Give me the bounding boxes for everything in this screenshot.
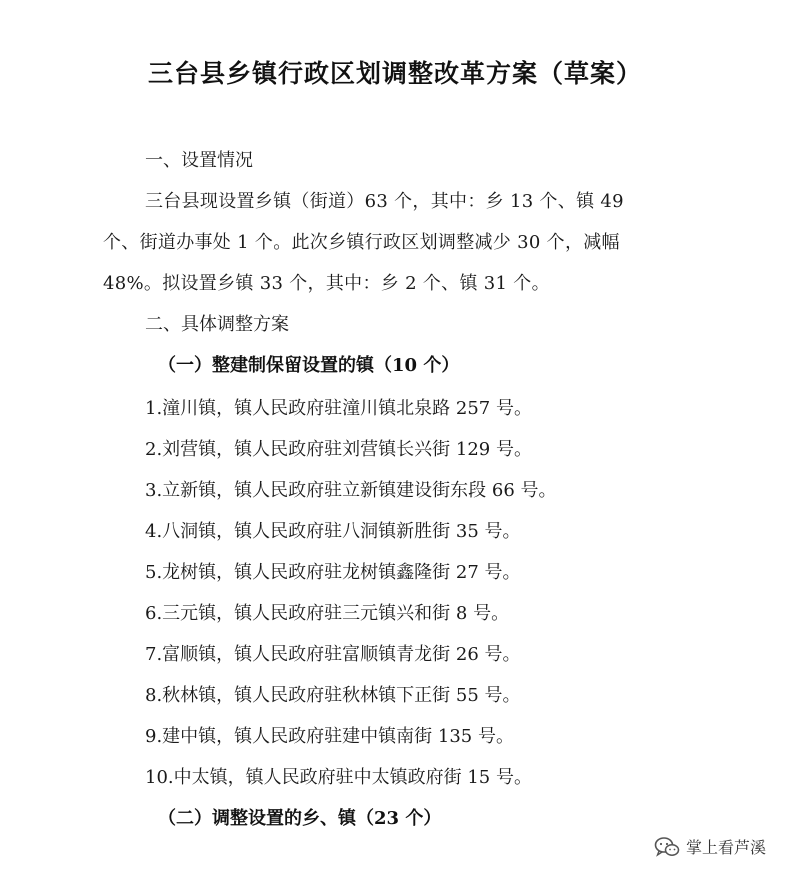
section-heading-setup: 一、设置情况 [145, 150, 253, 171]
list-item: 1.潼川镇，镇人民政府驻潼川镇北泉路 257 号。 [145, 398, 532, 419]
list-item: 3.立新镇，镇人民政府驻立新镇建设街东段 66 号。 [145, 480, 557, 501]
watermark [654, 835, 766, 858]
list-item: 8.秋林镇，镇人民政府驻秋林镇下正街 55 号。 [145, 685, 521, 706]
paragraph-line-2: 个、街道办事处 1 个。此次乡镇行政区划调整减少 30 个，减幅 [103, 232, 620, 253]
document-title: 三台县乡镇行政区划调整改革方案（草案） [147, 59, 642, 88]
sub-heading-adjusted-towns: （二）调整设置的乡、镇（23 个） [158, 808, 442, 829]
paragraph-line-3: 48%。拟设置乡镇 33 个，其中：乡 2 个、镇 31 个。 [103, 273, 550, 294]
list-item: 4.八洞镇，镇人民政府驻八洞镇新胜街 35 号。 [145, 521, 521, 542]
section-heading-plan: 二、具体调整方案 [145, 314, 289, 335]
list-item: 6.三元镇，镇人民政府驻三元镇兴和街 8 号。 [145, 603, 510, 624]
list-item: 10.中太镇，镇人民政府驻中太镇政府街 15 号。 [145, 767, 532, 788]
list-item: 9.建中镇，镇人民政府驻建中镇南街 135 号。 [145, 726, 514, 747]
list-item: 7.富顺镇，镇人民政府驻富顺镇青龙街 26 号。 [145, 644, 521, 665]
list-item: 5.龙树镇，镇人民政府驻龙树镇鑫隆街 27 号。 [145, 562, 521, 583]
watermark-text: 掌上看芦溪 [685, 838, 766, 857]
wechat-icon [654, 836, 680, 858]
paragraph-line-1: 三台县现设置乡镇（街道）63 个，其中：乡 13 个、镇 49 [145, 191, 624, 212]
sub-heading-retained-towns: （一）整建制保留设置的镇（10 个） [158, 355, 460, 376]
list-item: 2.刘营镇，镇人民政府驻刘营镇长兴街 129 号。 [145, 439, 532, 460]
